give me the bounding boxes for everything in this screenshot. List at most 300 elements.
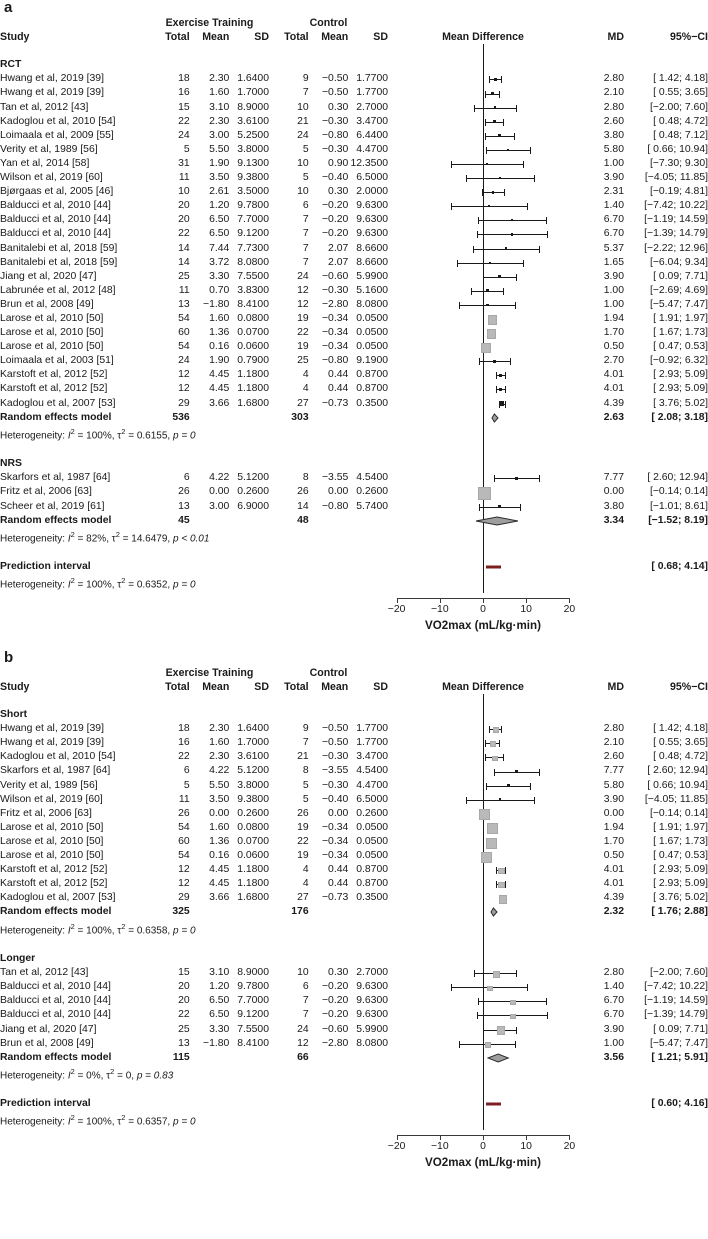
study-row[interactable] (0, 213, 708, 227)
effect-marker (498, 505, 501, 508)
ci-cap-high (499, 91, 500, 98)
control-total: 7 (302, 737, 309, 749)
study-row[interactable] (0, 485, 708, 499)
ci-value: [ 1.67; 1.73] (653, 835, 708, 847)
ci-value: [ 3.76; 5.02] (653, 397, 708, 409)
control-total: 5 (302, 172, 309, 184)
effect-marker (494, 106, 497, 109)
control-mean: −0.30 (321, 751, 349, 763)
effect-marker (487, 986, 492, 991)
exercise-mean: 4.45 (209, 383, 230, 395)
ci-cap-high (505, 401, 506, 408)
exercise-mean: 1.60 (209, 821, 230, 833)
header-md-spacer (578, 666, 624, 680)
plot-area (388, 1008, 578, 1022)
header-column-row (0, 30, 708, 44)
exercise-total: 54 (178, 850, 190, 862)
study-row[interactable] (0, 821, 708, 835)
zero-line (483, 952, 484, 966)
exercise-sd: 1.6400 (237, 723, 269, 735)
plot-area (388, 1023, 578, 1037)
plot-cell (388, 560, 578, 574)
ci-cap-high (539, 475, 540, 482)
control-mean: −0.30 (321, 143, 349, 155)
ci-cap-low (457, 260, 458, 267)
exercise-total: 16 (178, 737, 190, 749)
control-mean: −0.34 (321, 312, 349, 324)
study-label: Balducci et al, 2010 [44] (0, 995, 111, 1007)
exercise-total: 29 (178, 892, 190, 904)
exercise-total: 12 (178, 878, 190, 890)
plot-cell (388, 835, 578, 849)
control-sd: 0.2600 (356, 486, 388, 498)
exercise-mean: −1.80 (203, 1037, 230, 1049)
plot-area (388, 340, 578, 354)
control-sd: 9.1900 (356, 355, 388, 367)
exercise-total: 25 (178, 1023, 190, 1035)
ci-cap-low (478, 217, 479, 224)
ci-cap-low (479, 504, 480, 511)
ci-cap-high (504, 189, 505, 196)
plot-cell (388, 143, 578, 157)
study-row[interactable] (0, 298, 708, 312)
control-sd: 9.6300 (356, 214, 388, 226)
plot-area (388, 952, 578, 966)
header-exercise-training: Exercise Training (165, 17, 254, 29)
study-row[interactable] (0, 199, 708, 213)
header-group-row (0, 666, 708, 680)
md-value: 2.70 (603, 355, 624, 367)
plot-area (388, 457, 578, 471)
study-label: Skarfors et al, 1987 [64] (0, 472, 111, 484)
exercise-total: 11 (178, 172, 190, 184)
exercise-sd: 1.7000 (237, 737, 269, 749)
ci-cap-low (451, 203, 452, 210)
ci-cap-high (520, 504, 521, 511)
study-label: Balducci et al, 2010 [44] (0, 200, 111, 212)
study-row[interactable] (0, 256, 708, 270)
study-row[interactable] (0, 891, 708, 905)
ci-value: [ 1.42; 4.18] (653, 723, 708, 735)
exercise-total: 26 (178, 486, 190, 498)
zero-line (483, 326, 484, 340)
control-mean: −0.34 (321, 327, 349, 339)
control-total: 14 (297, 500, 309, 512)
control-mean: −0.20 (321, 200, 349, 212)
exercise-sd: 0.0800 (237, 312, 269, 324)
ci-cap-high (516, 970, 517, 977)
study-row[interactable] (0, 284, 708, 298)
exercise-sd: 6.9000 (237, 500, 269, 512)
plot-cell (388, 938, 578, 952)
pooled-ci: [ 2.08; 3.18] (651, 411, 708, 423)
ci-cap-low (459, 302, 460, 309)
heterogeneity-row (0, 1065, 708, 1083)
plot-area (388, 312, 578, 326)
control-mean: −0.20 (321, 1009, 349, 1021)
study-row[interactable] (0, 157, 708, 171)
control-mean: −0.30 (321, 779, 349, 791)
study-label: Kadoglou et al, 2007 [53] (0, 397, 116, 409)
zero-line (483, 1083, 484, 1097)
control-sd: 5.1600 (356, 284, 388, 296)
study-row[interactable] (0, 764, 708, 778)
exercise-mean: 3.00 (209, 129, 230, 141)
study-row[interactable] (0, 129, 708, 143)
study-label: Larose et al, 2010 [50] (0, 312, 104, 324)
header-column-row (0, 680, 708, 694)
plot-cell (388, 256, 578, 270)
md-value: 6.70 (603, 1009, 624, 1021)
md-value: 1.65 (603, 256, 624, 268)
exercise-sd: 7.7300 (237, 242, 269, 254)
effect-marker (507, 149, 509, 151)
plot-area (388, 382, 578, 396)
effect-marker (498, 275, 501, 278)
zero-line (483, 72, 484, 86)
study-label: Kadoglou et al, 2007 [53] (0, 892, 116, 904)
ci-value: [−4.05; 11.85] (644, 172, 708, 184)
control-total: 22 (297, 327, 309, 339)
study-label: Jiang et al, 2020 [47] (0, 270, 97, 282)
effect-marker (499, 798, 502, 801)
zero-line (483, 425, 484, 443)
control-total: 10 (297, 967, 309, 979)
md-value: 6.70 (603, 228, 624, 240)
study-row[interactable] (0, 312, 708, 326)
effect-marker (511, 233, 513, 235)
plot-cell (388, 242, 578, 256)
ci-cap-low (485, 119, 486, 126)
effect-marker (478, 487, 491, 500)
plot-area (388, 764, 578, 778)
plot-area (388, 807, 578, 821)
study-row[interactable] (0, 779, 708, 793)
study-row[interactable] (0, 326, 708, 340)
md-value: 3.90 (603, 1023, 624, 1035)
plot-cell (388, 340, 578, 354)
zero-line (483, 368, 484, 382)
study-row[interactable] (0, 72, 708, 86)
exercise-sd: 8.4100 (237, 298, 269, 310)
exercise-sd: 5.1200 (237, 472, 269, 484)
exercise-sd: 5.2500 (237, 129, 269, 141)
effect-marker (493, 971, 500, 978)
plot-area (388, 284, 578, 298)
plot-area (388, 72, 578, 86)
control-mean: 0.44 (328, 383, 349, 395)
subgroup-heading-row (0, 952, 708, 966)
ci-cap-low (478, 998, 479, 1005)
subgroup-label: Longer (0, 953, 36, 965)
plot-area (388, 736, 578, 750)
control-total: 7 (302, 256, 309, 268)
md-value: 3.80 (603, 129, 624, 141)
exercise-mean: 2.30 (209, 115, 230, 127)
pooled-exercise-total: 536 (172, 411, 190, 423)
effect-marker (487, 823, 498, 834)
control-mean: −0.60 (321, 1023, 349, 1035)
study-row[interactable] (0, 101, 708, 115)
study-row[interactable] (0, 185, 708, 199)
md-value: 2.10 (603, 737, 624, 749)
pooled-exercise-total: 115 (172, 1051, 190, 1063)
control-sd: 0.0500 (356, 821, 388, 833)
exercise-mean: 1.20 (209, 981, 230, 993)
control-total: 24 (297, 270, 309, 282)
plot-cell (388, 270, 578, 284)
study-row[interactable] (0, 793, 708, 807)
study-row[interactable] (0, 115, 708, 129)
study-row[interactable] (0, 143, 708, 157)
prediction-row (0, 560, 708, 574)
effect-marker (493, 727, 499, 733)
plot-cell (388, 411, 578, 425)
pooled-label: Random effects model (0, 1051, 112, 1063)
effect-marker (507, 784, 510, 787)
ci-cap-high (516, 1027, 517, 1034)
header-ci: 95%−CI (670, 680, 708, 693)
study-label: Hwang et al, 2019 [39] (0, 73, 104, 85)
control-total: 26 (297, 807, 309, 819)
plot-cell (388, 980, 578, 994)
study-row[interactable] (0, 736, 708, 750)
study-row[interactable] (0, 397, 708, 411)
study-row[interactable] (0, 471, 708, 485)
md-value: 0.00 (603, 486, 624, 498)
control-mean: −0.50 (321, 723, 349, 735)
header-exercise-total: Total (165, 680, 190, 693)
pooled-exercise-total: 325 (172, 906, 190, 918)
plot-area (388, 980, 578, 994)
control-sd: 0.0500 (356, 835, 388, 847)
study-row[interactable] (0, 500, 708, 514)
header-mean-difference: Mean Difference (442, 31, 524, 44)
axis-tick-label: 0 (480, 1140, 486, 1152)
control-mean: −0.34 (321, 835, 349, 847)
header-exercise-training: Exercise Training (165, 666, 254, 679)
exercise-total: 13 (178, 1037, 190, 1049)
study-row[interactable] (0, 807, 708, 821)
study-row[interactable] (0, 1008, 708, 1022)
control-mean: −0.80 (321, 129, 349, 141)
header-exercise-sd: SD (254, 31, 269, 44)
plot-area (388, 514, 578, 528)
control-total: 24 (297, 1023, 309, 1035)
effect-marker (485, 1042, 491, 1048)
exercise-total: 6 (183, 472, 190, 484)
effect-marker (486, 163, 488, 165)
exercise-total: 54 (178, 821, 190, 833)
plot-cell (388, 115, 578, 129)
prediction-label: Prediction interval (0, 561, 91, 573)
study-label: Kadoglou et al, 2010 [54] (0, 751, 116, 763)
zero-line (483, 86, 484, 100)
plot-area (388, 1037, 578, 1051)
exercise-sd: 8.9000 (237, 967, 269, 979)
study-label: Tan et al, 2012 [43] (0, 967, 89, 979)
ci-value: [ 0.47; 0.53] (653, 850, 708, 862)
md-value: 1.40 (603, 200, 624, 212)
control-total: 7 (302, 228, 309, 240)
plot-area (388, 227, 578, 241)
control-mean: 0.00 (328, 807, 349, 819)
exercise-total: 24 (178, 129, 190, 141)
ci-cap-low (466, 797, 467, 804)
exercise-total: 18 (178, 73, 190, 85)
exercise-total: 15 (178, 101, 190, 113)
study-label: Balducci et al, 2010 [44] (0, 228, 111, 240)
md-value: 4.01 (603, 864, 624, 876)
ci-cap-low (473, 246, 474, 253)
axis-row (0, 593, 708, 619)
ci-cap-high (505, 867, 506, 874)
study-row[interactable] (0, 722, 708, 736)
study-row[interactable] (0, 849, 708, 863)
control-mean: −0.30 (321, 115, 349, 127)
plot-cell (388, 171, 578, 185)
study-row[interactable] (0, 368, 708, 382)
study-row[interactable] (0, 863, 708, 877)
study-label: Loimaala et al, 2009 [55] (0, 129, 114, 141)
study-label: Hwang et al, 2019 [39] (0, 737, 104, 749)
plot-area (388, 750, 578, 764)
plot-cell (388, 694, 578, 708)
exercise-total: 13 (178, 500, 190, 512)
md-value: 3.90 (603, 793, 624, 805)
header-plot-spacer (388, 666, 578, 680)
control-sd: 3.4700 (356, 115, 388, 127)
control-sd: 1.7700 (356, 723, 388, 735)
exercise-mean: 6.50 (209, 1009, 230, 1021)
plot-cell (388, 368, 578, 382)
pooled-row (0, 514, 708, 528)
exercise-total: 20 (178, 981, 190, 993)
control-sd: 1.7700 (356, 73, 388, 85)
exercise-sd: 9.7800 (237, 200, 269, 212)
ci-value: [−2.00; 7.60] (649, 101, 708, 113)
ci-cap-high (547, 1012, 548, 1019)
control-sd: 1.7700 (356, 87, 388, 99)
control-mean: −0.34 (321, 341, 349, 353)
control-total: 5 (302, 793, 309, 805)
axis-cell (388, 1130, 578, 1156)
plot-area (388, 528, 578, 546)
study-row[interactable] (0, 354, 708, 368)
pooled-control-total: 303 (291, 411, 309, 423)
plot-area (388, 242, 578, 256)
plot-cell (388, 129, 578, 143)
plot-cell (388, 199, 578, 213)
effect-marker (488, 315, 498, 325)
exercise-mean: 6.50 (209, 995, 230, 1007)
effect-marker (490, 741, 496, 747)
study-row[interactable] (0, 1037, 708, 1051)
control-mean: −0.20 (321, 214, 349, 226)
header-control-mean: Mean (321, 680, 349, 693)
spacer-row (0, 546, 708, 560)
plot-cell (388, 736, 578, 750)
exercise-sd: 0.2600 (237, 486, 269, 498)
ci-cap-high (503, 288, 504, 295)
ci-cap-low (485, 133, 486, 140)
control-mean: 2.07 (328, 242, 349, 254)
md-value: 3.90 (603, 172, 624, 184)
study-row[interactable] (0, 270, 708, 284)
zero-line (483, 129, 484, 143)
ci-cap-low (466, 175, 467, 182)
ci-cap-high (515, 1041, 516, 1048)
exercise-mean: 5.50 (209, 143, 230, 155)
study-row[interactable] (0, 86, 708, 100)
study-row[interactable] (0, 994, 708, 1008)
study-row[interactable] (0, 1023, 708, 1037)
effect-marker (510, 1014, 515, 1019)
ci-cap-low (482, 189, 483, 196)
control-total: 5 (302, 779, 309, 791)
zero-line (483, 1111, 484, 1129)
plot-cell (388, 708, 578, 722)
plot-cell (388, 443, 578, 457)
study-row[interactable] (0, 242, 708, 256)
study-row[interactable] (0, 966, 708, 980)
panel-gap (0, 633, 708, 650)
control-mean: 2.07 (328, 256, 349, 268)
exercise-sd: 9.1300 (237, 157, 269, 169)
x-axis (388, 1130, 578, 1156)
axis-title: VO2max (mL/kg·min) (425, 618, 541, 632)
zero-line (483, 821, 484, 835)
study-row[interactable] (0, 227, 708, 241)
plot-area (388, 485, 578, 499)
control-mean: −0.50 (321, 73, 349, 85)
exercise-total: 13 (178, 298, 190, 310)
md-value: 5.80 (603, 779, 624, 791)
forest-table (0, 16, 708, 633)
zero-line (483, 471, 484, 485)
plot-cell (388, 952, 578, 966)
md-value: 1.00 (603, 1037, 624, 1049)
ci-value: [ 2.93; 5.09] (653, 878, 708, 890)
control-sd: 4.4700 (356, 143, 388, 155)
study-row[interactable] (0, 382, 708, 396)
control-sd: 12.3500 (350, 157, 388, 169)
study-row[interactable] (0, 980, 708, 994)
pooled-diamond (490, 907, 498, 917)
study-row[interactable] (0, 835, 708, 849)
study-row[interactable] (0, 340, 708, 354)
plot-area (388, 270, 578, 284)
effect-marker (499, 895, 508, 904)
plot-cell (388, 227, 578, 241)
heterogeneity-text: Heterogeneity: $I^2 = 100\%$, $\tau^2 = 0.6155$, p = 0 (0, 426, 196, 442)
zero-line (483, 1097, 484, 1111)
forest-panel-b (0, 650, 708, 1170)
ci-cap-low (486, 147, 487, 154)
control-mean: −0.40 (321, 172, 349, 184)
control-sd: 0.8700 (356, 369, 388, 381)
study-row[interactable] (0, 750, 708, 764)
plot-cell (388, 185, 578, 199)
effect-marker (498, 882, 504, 888)
study-label: Larose et al, 2010 [50] (0, 850, 104, 862)
control-total: 27 (297, 397, 309, 409)
study-row[interactable] (0, 877, 708, 891)
control-mean: −0.73 (321, 892, 349, 904)
study-row[interactable] (0, 171, 708, 185)
plot-area (388, 546, 578, 560)
exercise-sd: 0.0700 (237, 327, 269, 339)
